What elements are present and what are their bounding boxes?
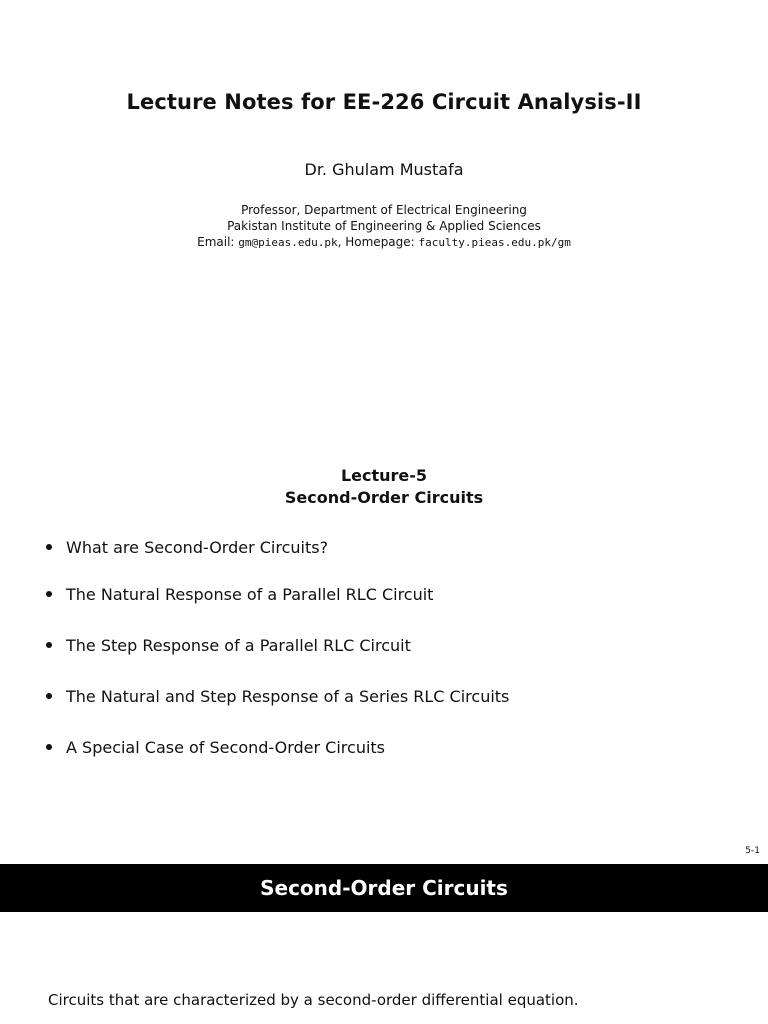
affiliation-position: Professor, Department of Electrical Engineering bbox=[241, 203, 527, 217]
email-address[interactable]: gm@pieas.edu.pk bbox=[238, 236, 338, 249]
email-label: Email: bbox=[197, 235, 239, 249]
bullet-icon bbox=[46, 591, 52, 597]
section-title: Second-Order Circuits bbox=[260, 876, 508, 900]
section-body-text: Circuits that are characterized by a second-order differential equation. bbox=[48, 991, 579, 1009]
topic-text: The Natural Response of a Parallel RLC Circuit bbox=[66, 585, 434, 604]
lecture-number: Lecture-5 bbox=[340, 466, 428, 485]
bullet-icon bbox=[46, 693, 52, 699]
topic-item bbox=[46, 687, 746, 706]
bullet-icon bbox=[46, 744, 52, 750]
lecture-title: Second-Order Circuits bbox=[284, 488, 484, 507]
topic-text: A Special Case of Second-Order Circuits bbox=[66, 738, 386, 757]
author-name: Dr. Ghulam Mustafa bbox=[304, 160, 464, 179]
topic-item bbox=[46, 738, 746, 757]
topic-item bbox=[46, 636, 746, 655]
topic-text: What are Second-Order Circuits? bbox=[66, 538, 329, 557]
page-number: 5-1 bbox=[745, 846, 760, 856]
bullet-icon bbox=[46, 642, 52, 648]
homepage-label: , Homepage: bbox=[337, 235, 419, 249]
section-header-bar bbox=[0, 864, 768, 912]
topic-text: The Step Response of a Parallel RLC Circuit bbox=[66, 636, 411, 655]
topic-item bbox=[46, 538, 746, 557]
contact-line bbox=[0, 234, 768, 251]
topic-item bbox=[46, 585, 746, 604]
affiliation-institute: Pakistan Institute of Engineering & Applied Sciences bbox=[227, 219, 541, 233]
topic-text: The Natural and Step Response of a Series RLC Circuits bbox=[66, 687, 510, 706]
document-title: Lecture Notes for EE-226 Circuit Analysis-II bbox=[126, 90, 642, 114]
bullet-icon bbox=[46, 544, 52, 550]
homepage-link[interactable]: faculty.pieas.edu.pk/gm bbox=[418, 236, 571, 249]
